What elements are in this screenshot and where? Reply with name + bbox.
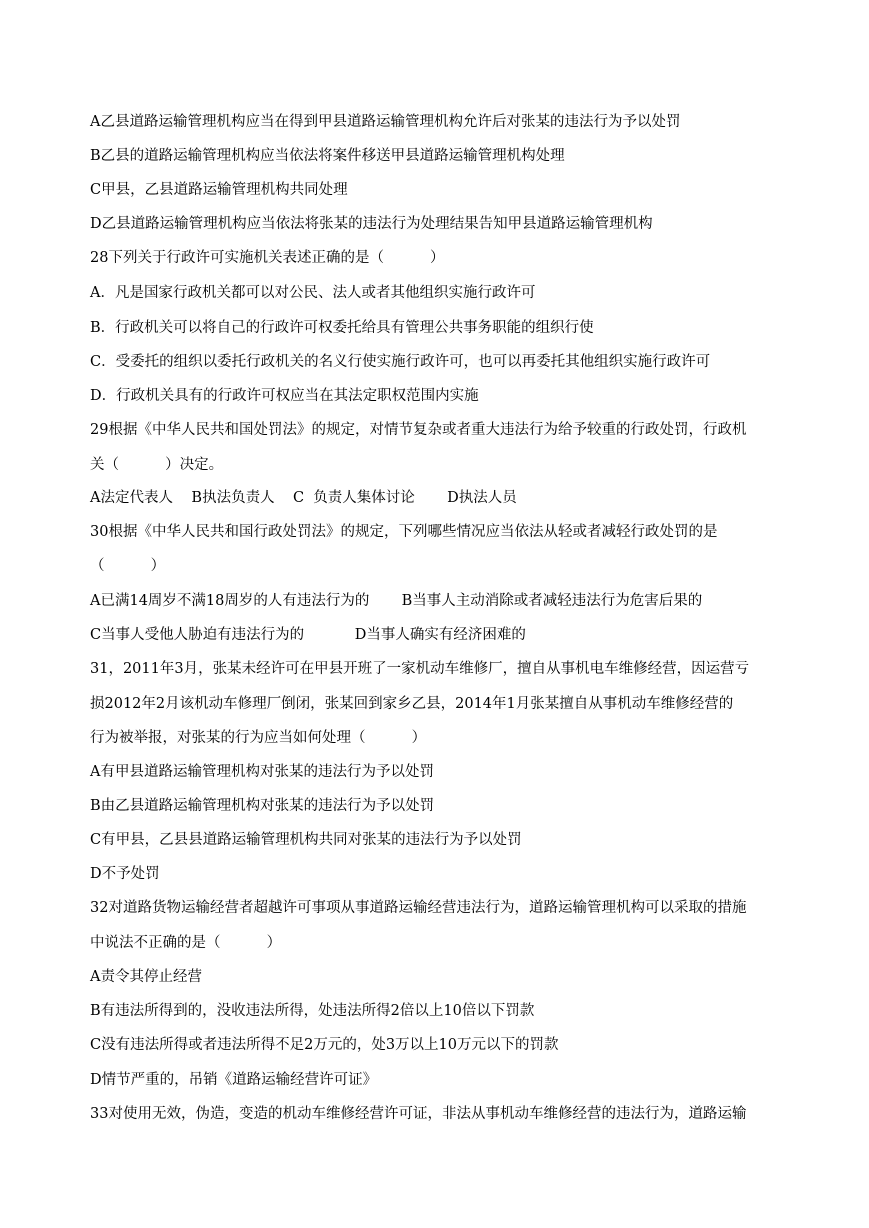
text-line: （ ） <box>90 558 166 574</box>
text-line: D情节严重的，吊销《道路运输经营许可证》 <box>90 1072 378 1088</box>
question-31-stem: 31，2011年3月，张某未经许可在甲县开班了一家机动车维修厂，擅自从事机电车维修经营，因运营亏 <box>90 661 750 677</box>
text-line: B乙县的道路运输管理机构应当依法将案件移送甲县道路运输管理机构处理 <box>90 148 565 164</box>
text-line: B由乙县道路运输管理机构对张某的违法行为予以处罚 <box>90 798 435 814</box>
text-line: 行为被举报，对张某的行为应当如何处理（ ） <box>90 730 427 746</box>
text-line: A有甲县道路运输管理机构对张某的违法行为予以处罚 <box>90 764 434 780</box>
text-line: A乙县道路运输管理机构应当在得到甲县道路运输管理机构允许后对张某的违法行为予以处罚 <box>90 114 681 130</box>
text-line: 关（ ）决定。 <box>90 457 224 473</box>
text-line: D．行政机关具有的行政许可权应当在其法定职权范围内实施 <box>90 388 479 404</box>
text-line: C甲县，乙县道路运输管理机构共同处理 <box>90 182 348 198</box>
question-29-stem: 29根据《中华人民共和国处罚法》的规定，对情节复杂或者重大违法行为给予较重的行政处罚，行政机 <box>90 422 747 438</box>
question-33-stem: 33对使用无效，伪造，变造的机动车维修经营许可证，非法从事机动车维修经营的违法行为，道路运输 <box>90 1106 747 1122</box>
text-line: A法定代表人 B执法负责人 C 负责人集体讨论 D执法人员 <box>90 490 517 506</box>
text-line: C没有违法所得或者违法所得不足2万元的，处3万以上10万元以下的罚款 <box>90 1037 559 1053</box>
text-line: B．行政机关可以将自己的行政许可权委托给具有管理公共事务职能的组织行使 <box>90 320 594 336</box>
text-line: 损2012年2月该机动车修理厂倒闭，张某回到家乡乙县，2014年1月张某擅自从事机动车维修经营的 <box>90 696 734 712</box>
text-line: D不予处罚 <box>90 866 160 882</box>
text-line: A已满14周岁不满18周岁的人有违法行为的 B当事人主动消除或者减轻违法行为危害后果的 <box>90 593 703 609</box>
text-line: A．凡是国家行政机关都可以对公民、法人或者其他组织实施行政许可 <box>90 285 536 301</box>
text-line: C．受委托的组织以委托行政机关的名义行使实施行政许可，也可以再委托其他组织实施行政许可 <box>90 354 711 370</box>
text-line: B有违法所得到的，没收违法所得，处违法所得2倍以上10倍以下罚款 <box>90 1003 535 1019</box>
question-28-stem: 28下列关于行政许可实施机关表述正确的是（ ） <box>90 250 445 266</box>
text-line: 中说法不正确的是（ ） <box>90 935 282 951</box>
text-line: D乙县道路运输管理机构应当依法将张某的违法行为处理结果告知甲县道路运输管理机构 <box>90 216 653 232</box>
text-line: C有甲县，乙县县道路运输管理机构共同对张某的违法行为予以处罚 <box>90 832 522 848</box>
text-line: C当事人受他人胁迫有违法行为的 D当事人确实有经济困难的 <box>90 627 526 643</box>
question-32-stem: 32对道路货物运输经营者超越许可事项从事道路运输经营违法行为，道路运输管理机构可以采取的措施 <box>90 900 747 916</box>
question-30-stem: 30根据《中华人民共和国行政处罚法》的规定，下列哪些情况应当依法从轻或者减轻行政处罚的是 <box>90 524 718 540</box>
text-line: A责令其停止经营 <box>90 969 202 985</box>
